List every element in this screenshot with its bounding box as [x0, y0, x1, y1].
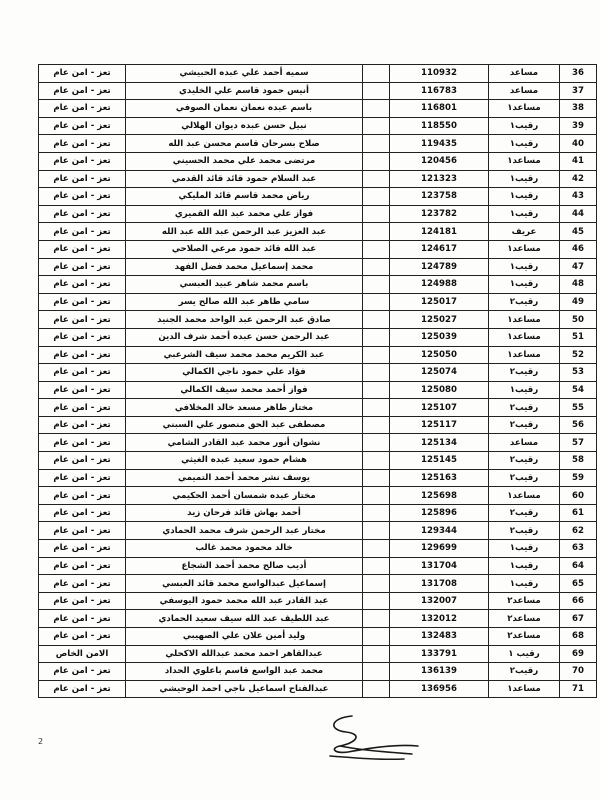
- blank-cell: [363, 205, 390, 223]
- name-cell: هشام حمود سعيد عبده الغيثي: [126, 452, 363, 470]
- name-cell: عبد الرحمن حسن عبده أحمد شرف الدين: [126, 328, 363, 346]
- blank-cell: [363, 188, 390, 206]
- name-cell: عبدالفتاح اسماعيل ناجي احمد الوحيشي: [126, 680, 363, 698]
- unit-cell: تعز - امن عام: [39, 592, 126, 610]
- rank-cell: رقيب١: [489, 117, 560, 135]
- rank-cell: مساعد١: [489, 328, 560, 346]
- table-row: [39, 152, 597, 170]
- unit-cell: تعز - امن عام: [39, 328, 126, 346]
- name-cell: عبد العزيز عبد الرحمن عبد الله عبد الله: [126, 223, 363, 241]
- table-row: [39, 328, 597, 346]
- unit-cell: الامن الخاص: [39, 645, 126, 663]
- id-number-cell: 116801: [390, 100, 489, 118]
- blank-cell: [363, 170, 390, 188]
- id-number-cell: 119435: [390, 135, 489, 153]
- blank-cell: [363, 328, 390, 346]
- table-row: [39, 557, 597, 575]
- row-number: 71: [560, 680, 597, 698]
- id-number-cell: 125039: [390, 328, 489, 346]
- table-row: [39, 170, 597, 188]
- row-number: 59: [560, 469, 597, 487]
- id-number-cell: 125080: [390, 381, 489, 399]
- id-number-cell: 131704: [390, 557, 489, 575]
- table-row: [39, 381, 597, 399]
- blank-cell: [363, 645, 390, 663]
- rank-cell: مساعد٢: [489, 628, 560, 646]
- rank-cell: مساعد: [489, 82, 560, 100]
- rank-cell: رقيب١: [489, 135, 560, 153]
- rank-cell: رقيب٢: [489, 469, 560, 487]
- id-number-cell: 125017: [390, 293, 489, 311]
- unit-cell: تعز - امن عام: [39, 135, 126, 153]
- row-number: 58: [560, 452, 597, 470]
- rank-cell: مساعد٢: [489, 592, 560, 610]
- id-number-cell: 124617: [390, 240, 489, 258]
- id-number-cell: 110932: [390, 65, 489, 83]
- rank-cell: رقيب١: [489, 381, 560, 399]
- id-number-cell: 123782: [390, 205, 489, 223]
- id-number-cell: 125027: [390, 311, 489, 329]
- unit-cell: تعز - امن عام: [39, 540, 126, 558]
- row-number: 45: [560, 223, 597, 241]
- unit-cell: تعز - امن عام: [39, 152, 126, 170]
- id-number-cell: 124988: [390, 276, 489, 294]
- rank-cell: مساعد١: [489, 680, 560, 698]
- table-row: [39, 205, 597, 223]
- blank-cell: [363, 276, 390, 294]
- rank-cell: رقيب١: [489, 170, 560, 188]
- rank-cell: رقيب٢: [489, 663, 560, 681]
- blank-cell: [363, 469, 390, 487]
- page-number: 2: [38, 737, 44, 746]
- unit-cell: تعز - امن عام: [39, 364, 126, 382]
- unit-cell: تعز - امن عام: [39, 469, 126, 487]
- row-number: 46: [560, 240, 597, 258]
- table-row: [39, 504, 597, 522]
- name-cell: عبدالقاهر احمد محمد عبدالله الاكحلي: [126, 645, 363, 663]
- name-cell: أنيس حمود قاسم علي الخليدي: [126, 82, 363, 100]
- blank-cell: [363, 452, 390, 470]
- row-number: 55: [560, 399, 597, 417]
- blank-cell: [363, 223, 390, 241]
- id-number-cell: 132007: [390, 592, 489, 610]
- blank-cell: [363, 592, 390, 610]
- blank-cell: [363, 399, 390, 417]
- table-row: [39, 610, 597, 628]
- table-row: [39, 364, 597, 382]
- unit-cell: تعز - امن عام: [39, 416, 126, 434]
- id-number-cell: 124789: [390, 258, 489, 276]
- table-row: [39, 522, 597, 540]
- row-number: 68: [560, 628, 597, 646]
- id-number-cell: 136956: [390, 680, 489, 698]
- table-row: [39, 276, 597, 294]
- id-number-cell: 125145: [390, 452, 489, 470]
- name-cell: مختار عبد الرحمن شرف محمد الحمادي: [126, 522, 363, 540]
- row-number: 47: [560, 258, 597, 276]
- row-number: 60: [560, 487, 597, 505]
- name-cell: مصطفى عبد الحق منصور علي السبني: [126, 416, 363, 434]
- blank-cell: [363, 504, 390, 522]
- unit-cell: تعز - امن عام: [39, 223, 126, 241]
- unit-cell: تعز - امن عام: [39, 311, 126, 329]
- table-row: [39, 628, 597, 646]
- id-number-cell: 129699: [390, 540, 489, 558]
- row-number: 39: [560, 117, 597, 135]
- name-cell: صلاح بسرحان قاسم محسن عبد الله: [126, 135, 363, 153]
- id-number-cell: 125117: [390, 416, 489, 434]
- unit-cell: تعز - امن عام: [39, 65, 126, 83]
- table-row: [39, 452, 597, 470]
- table-row: [39, 434, 597, 452]
- table-row: [39, 416, 597, 434]
- unit-cell: تعز - امن عام: [39, 188, 126, 206]
- name-cell: نشوان أنور محمد عبد القادر الشامي: [126, 434, 363, 452]
- blank-cell: [363, 311, 390, 329]
- row-number: 49: [560, 293, 597, 311]
- unit-cell: تعز - امن عام: [39, 557, 126, 575]
- blank-cell: [363, 364, 390, 382]
- name-cell: فواز أحمد محمد سيف الكمالي: [126, 381, 363, 399]
- unit-cell: تعز - امن عام: [39, 628, 126, 646]
- name-cell: سميه أحمد علي عبده الحبيشي: [126, 65, 363, 83]
- id-number-cell: 123758: [390, 188, 489, 206]
- row-number: 61: [560, 504, 597, 522]
- name-cell: وليد أمين علان علي الصهيبي: [126, 628, 363, 646]
- row-number: 53: [560, 364, 597, 382]
- unit-cell: تعز - امن عام: [39, 575, 126, 593]
- table-row: [39, 592, 597, 610]
- unit-cell: تعز - امن عام: [39, 276, 126, 294]
- blank-cell: [363, 610, 390, 628]
- unit-cell: تعز - امن عام: [39, 381, 126, 399]
- id-number-cell: 120456: [390, 152, 489, 170]
- row-number: 43: [560, 188, 597, 206]
- unit-cell: تعز - امن عام: [39, 487, 126, 505]
- name-cell: فواز علي محمد عبد الله القميري: [126, 205, 363, 223]
- id-number-cell: 129344: [390, 522, 489, 540]
- table-row: [39, 663, 597, 681]
- table-row: [39, 680, 597, 698]
- unit-cell: تعز - امن عام: [39, 82, 126, 100]
- id-number-cell: 125074: [390, 364, 489, 382]
- id-number-cell: 121323: [390, 170, 489, 188]
- table-row: [39, 293, 597, 311]
- id-number-cell: 132012: [390, 610, 489, 628]
- unit-cell: تعز - امن عام: [39, 399, 126, 417]
- unit-cell: تعز - امن عام: [39, 205, 126, 223]
- personnel-table-body: [39, 65, 597, 698]
- unit-cell: تعز - امن عام: [39, 522, 126, 540]
- unit-cell: تعز - امن عام: [39, 452, 126, 470]
- table-row: [39, 311, 597, 329]
- table-row: [39, 540, 597, 558]
- row-number: 63: [560, 540, 597, 558]
- table-row: [39, 487, 597, 505]
- row-number: 44: [560, 205, 597, 223]
- id-number-cell: 125134: [390, 434, 489, 452]
- blank-cell: [363, 434, 390, 452]
- name-cell: أديب صالح محمد أحمد الشجاع: [126, 557, 363, 575]
- name-cell: رياض محمد قاسم قائد المليكي: [126, 188, 363, 206]
- id-number-cell: 125698: [390, 487, 489, 505]
- name-cell: مختار عبده شمسان أحمد الحكيمي: [126, 487, 363, 505]
- rank-cell: رقيب١: [489, 276, 560, 294]
- rank-cell: مساعد١: [489, 487, 560, 505]
- id-number-cell: 132483: [390, 628, 489, 646]
- name-cell: محمد عبد الواسع قاسم باعلوي الحداد: [126, 663, 363, 681]
- rank-cell: رقيب١: [489, 575, 560, 593]
- table-row: [39, 346, 597, 364]
- id-number-cell: 118550: [390, 117, 489, 135]
- row-number: 50: [560, 311, 597, 329]
- id-number-cell: 124181: [390, 223, 489, 241]
- unit-cell: تعز - امن عام: [39, 434, 126, 452]
- rank-cell: مساعد١: [489, 152, 560, 170]
- blank-cell: [363, 663, 390, 681]
- blank-cell: [363, 381, 390, 399]
- blank-cell: [363, 628, 390, 646]
- rank-cell: مساعد٢: [489, 610, 560, 628]
- blank-cell: [363, 416, 390, 434]
- row-number: 51: [560, 328, 597, 346]
- id-number-cell: 136139: [390, 663, 489, 681]
- table-row: [39, 645, 597, 663]
- name-cell: أحمد بهاش قائد فرحان زيد: [126, 504, 363, 522]
- row-number: 37: [560, 82, 597, 100]
- rank-cell: رقيب١: [489, 557, 560, 575]
- blank-cell: [363, 293, 390, 311]
- blank-cell: [363, 240, 390, 258]
- row-number: 41: [560, 152, 597, 170]
- unit-cell: تعز - امن عام: [39, 663, 126, 681]
- name-cell: فؤاد علي حمود ناجي الكمالي: [126, 364, 363, 382]
- name-cell: إسماعيل عبدالواسع محمد قائد العبسي: [126, 575, 363, 593]
- rank-cell: رقيب٢: [489, 522, 560, 540]
- blank-cell: [363, 522, 390, 540]
- table-row: [39, 135, 597, 153]
- rank-cell: رقيب٢: [489, 416, 560, 434]
- row-number: 57: [560, 434, 597, 452]
- blank-cell: [363, 487, 390, 505]
- table-row: [39, 575, 597, 593]
- rank-cell: رقيب٢: [489, 504, 560, 522]
- rank-cell: رقيب١: [489, 205, 560, 223]
- id-number-cell: 125107: [390, 399, 489, 417]
- unit-cell: تعز - امن عام: [39, 240, 126, 258]
- blank-cell: [363, 82, 390, 100]
- rank-cell: رقيب١: [489, 188, 560, 206]
- row-number: 69: [560, 645, 597, 663]
- id-number-cell: 116783: [390, 82, 489, 100]
- table-row: [39, 399, 597, 417]
- table-row: [39, 223, 597, 241]
- unit-cell: تعز - امن عام: [39, 170, 126, 188]
- blank-cell: [363, 680, 390, 698]
- row-number: 52: [560, 346, 597, 364]
- rank-cell: عريف: [489, 223, 560, 241]
- name-cell: عبد الكريم محمد محمد سيف الشرعبي: [126, 346, 363, 364]
- unit-cell: تعز - امن عام: [39, 258, 126, 276]
- rank-cell: رقيب٢: [489, 293, 560, 311]
- blank-cell: [363, 540, 390, 558]
- row-number: 62: [560, 522, 597, 540]
- blank-cell: [363, 65, 390, 83]
- row-number: 40: [560, 135, 597, 153]
- personnel-table: [38, 64, 597, 698]
- table-row: [39, 188, 597, 206]
- rank-cell: مساعد: [489, 434, 560, 452]
- name-cell: عبد اللطيف عبد الله سيف سعيد الحمادي: [126, 610, 363, 628]
- blank-cell: [363, 152, 390, 170]
- id-number-cell: 125050: [390, 346, 489, 364]
- blank-cell: [363, 346, 390, 364]
- name-cell: خالد محمود محمد غالب: [126, 540, 363, 558]
- name-cell: عبد القادر عبد الله محمد حمود اليوسفي: [126, 592, 363, 610]
- name-cell: محمد إسماعيل محمد فضل الفهد: [126, 258, 363, 276]
- unit-cell: تعز - امن عام: [39, 346, 126, 364]
- table-row: [39, 469, 597, 487]
- table-row: [39, 100, 597, 118]
- blank-cell: [363, 258, 390, 276]
- name-cell: باسم محمد شاهر عبيد العبسي: [126, 276, 363, 294]
- unit-cell: تعز - امن عام: [39, 100, 126, 118]
- rank-cell: رقيب٢: [489, 452, 560, 470]
- name-cell: صادق عبد الرحمن عبد الواحد محمد الجنيد: [126, 311, 363, 329]
- row-number: 36: [560, 65, 597, 83]
- id-number-cell: 133791: [390, 645, 489, 663]
- id-number-cell: 125163: [390, 469, 489, 487]
- row-number: 70: [560, 663, 597, 681]
- unit-cell: تعز - امن عام: [39, 680, 126, 698]
- blank-cell: [363, 557, 390, 575]
- unit-cell: تعز - امن عام: [39, 293, 126, 311]
- id-number-cell: 125896: [390, 504, 489, 522]
- name-cell: عبد الله قائد حمود مرعي الصلاحي: [126, 240, 363, 258]
- row-number: 64: [560, 557, 597, 575]
- blank-cell: [363, 575, 390, 593]
- table-row: [39, 240, 597, 258]
- rank-cell: مساعد: [489, 65, 560, 83]
- rank-cell: رقيب١: [489, 540, 560, 558]
- rank-cell: رقيب ١: [489, 645, 560, 663]
- name-cell: باسم عبده نعمان نعمان الصوفي: [126, 100, 363, 118]
- unit-cell: تعز - امن عام: [39, 610, 126, 628]
- id-number-cell: 131708: [390, 575, 489, 593]
- table-row: [39, 258, 597, 276]
- name-cell: مرتضى محمد علي محمد الحسيني: [126, 152, 363, 170]
- row-number: 67: [560, 610, 597, 628]
- row-number: 66: [560, 592, 597, 610]
- rank-cell: مساعد١: [489, 240, 560, 258]
- rank-cell: مساعد١: [489, 311, 560, 329]
- table-row: [39, 117, 597, 135]
- blank-cell: [363, 135, 390, 153]
- row-number: 42: [560, 170, 597, 188]
- name-cell: يوسف نشر محمد أحمد التميمي: [126, 469, 363, 487]
- rank-cell: مساعد١: [489, 100, 560, 118]
- blank-cell: [363, 117, 390, 135]
- row-number: 38: [560, 100, 597, 118]
- signature-image: [300, 708, 430, 768]
- rank-cell: رقيب٢: [489, 364, 560, 382]
- table-row: [39, 82, 597, 100]
- rank-cell: مساعد١: [489, 346, 560, 364]
- name-cell: عبد السلام حمود قائد قائد القدمي: [126, 170, 363, 188]
- name-cell: مختار طاهر مسعد خالد المخلافي: [126, 399, 363, 417]
- blank-cell: [363, 100, 390, 118]
- row-number: 56: [560, 416, 597, 434]
- row-number: 54: [560, 381, 597, 399]
- rank-cell: رقيب٢: [489, 399, 560, 417]
- row-number: 48: [560, 276, 597, 294]
- unit-cell: تعز - امن عام: [39, 117, 126, 135]
- name-cell: نبيل حسن عبده ديوان الهلالي: [126, 117, 363, 135]
- rank-cell: رقيب١: [489, 258, 560, 276]
- name-cell: سامي طاهر عبد الله صالح يسر: [126, 293, 363, 311]
- unit-cell: تعز - امن عام: [39, 504, 126, 522]
- table-row: [39, 65, 597, 83]
- row-number: 65: [560, 575, 597, 593]
